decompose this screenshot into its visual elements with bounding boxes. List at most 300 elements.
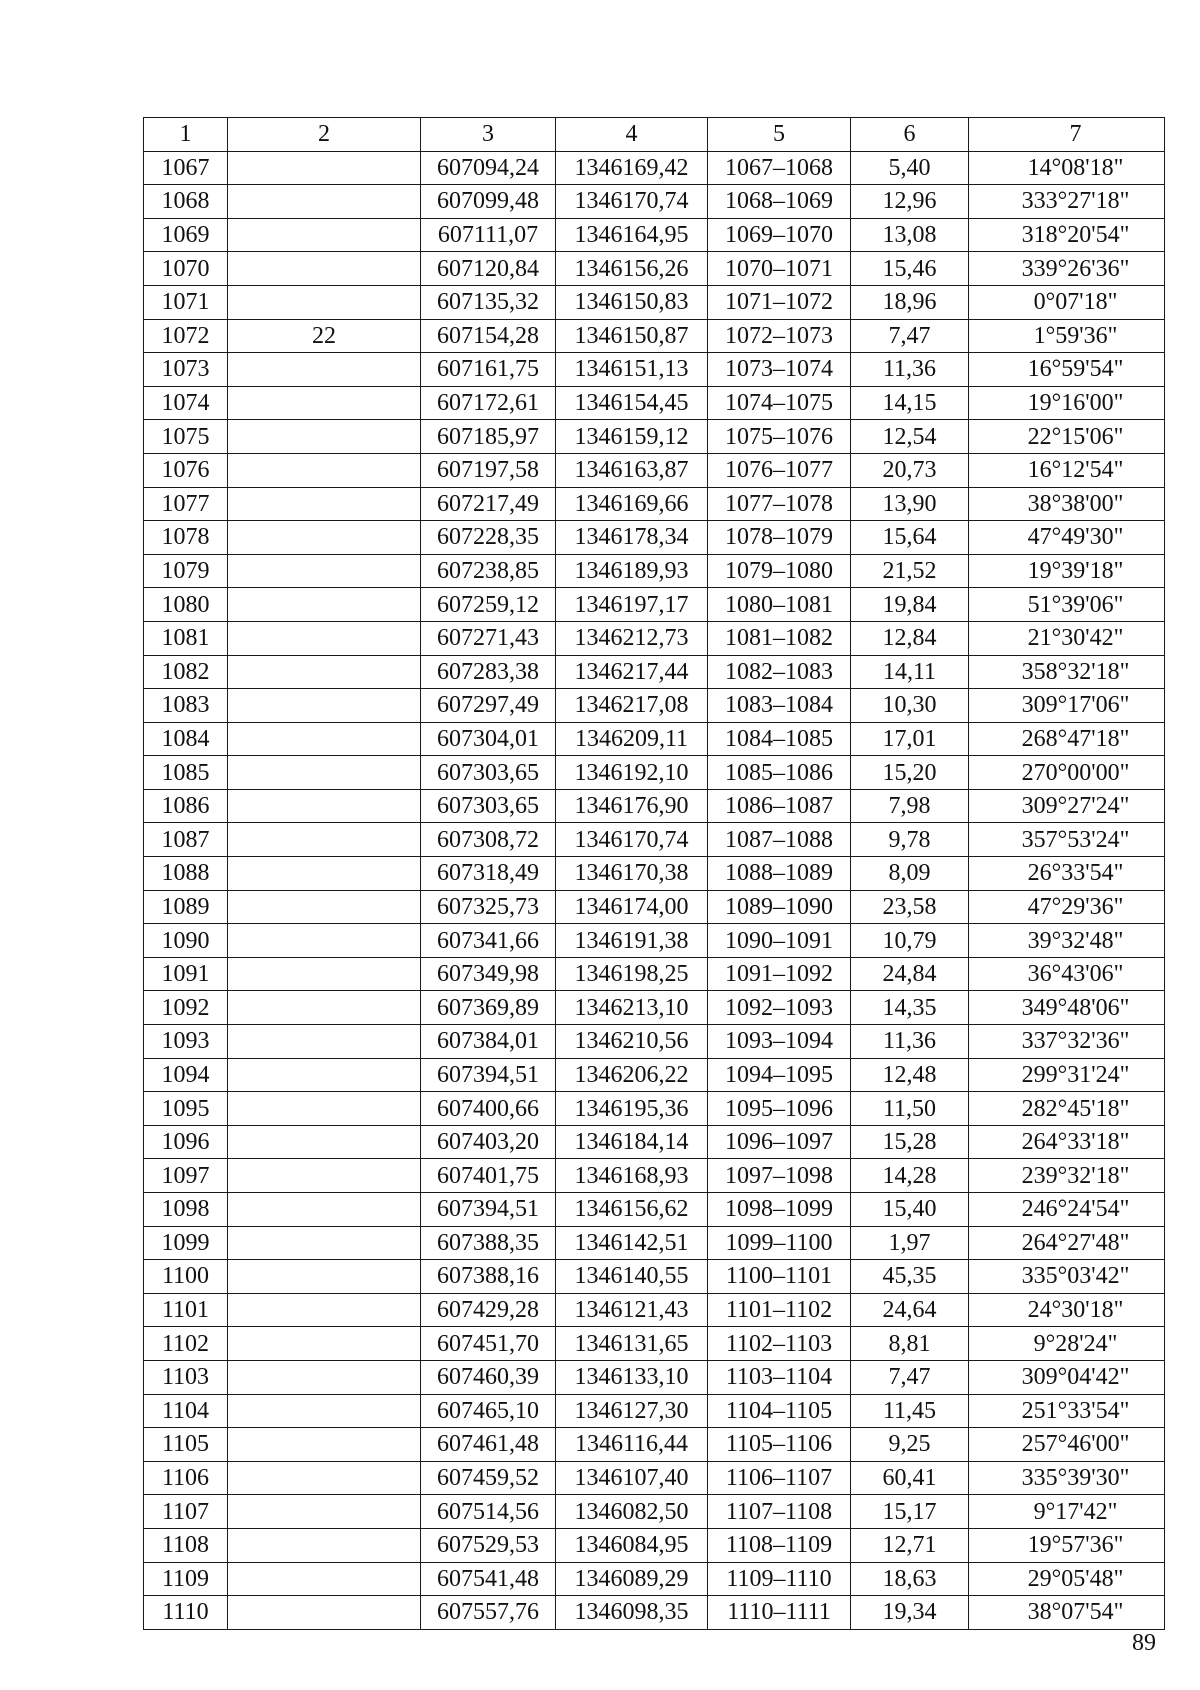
- x-coordinate-cell: 607529,53: [421, 1528, 556, 1562]
- segment-cell: 1080–1081: [708, 588, 851, 622]
- table-row: [144, 756, 1165, 790]
- segment-cell: 1072–1073: [708, 319, 851, 353]
- distance-cell: 15,20: [851, 756, 969, 790]
- y-coordinate-cell: 1346150,87: [556, 319, 708, 353]
- y-coordinate-cell: 1346197,17: [556, 588, 708, 622]
- x-coordinate-cell: 607394,51: [421, 1193, 556, 1227]
- segment-cell: 1089–1090: [708, 890, 851, 924]
- y-coordinate-cell: 1346164,95: [556, 218, 708, 252]
- bearing-cell: 357°53'24": [969, 823, 1165, 857]
- segment-label-cell: [228, 789, 421, 823]
- distance-cell: 8,09: [851, 857, 969, 891]
- x-coordinate-cell: 607460,39: [421, 1360, 556, 1394]
- x-coordinate-cell: 607135,32: [421, 285, 556, 319]
- y-coordinate-cell: 1346168,93: [556, 1159, 708, 1193]
- table-row: [144, 386, 1165, 420]
- point-number-cell: 1102: [144, 1327, 228, 1361]
- distance-cell: 14,15: [851, 386, 969, 420]
- segment-cell: 1088–1089: [708, 857, 851, 891]
- table-row: [144, 151, 1165, 185]
- segment-label-cell: [228, 1495, 421, 1529]
- bearing-cell: 318°20'54": [969, 218, 1165, 252]
- segment-cell: 1083–1084: [708, 689, 851, 723]
- bearing-cell: 9°17'42": [969, 1495, 1165, 1529]
- table-row: [144, 1596, 1165, 1630]
- x-coordinate-cell: 607304,01: [421, 722, 556, 756]
- distance-cell: 15,40: [851, 1193, 969, 1227]
- table-row: [144, 420, 1165, 454]
- column-header: 2: [228, 118, 421, 152]
- table-row: [144, 487, 1165, 521]
- point-number-cell: 1104: [144, 1394, 228, 1428]
- distance-cell: 8,81: [851, 1327, 969, 1361]
- y-coordinate-cell: 1346156,26: [556, 252, 708, 286]
- bearing-cell: 309°04'42": [969, 1360, 1165, 1394]
- x-coordinate-cell: 607111,07: [421, 218, 556, 252]
- segment-label-cell: [228, 453, 421, 487]
- bearing-cell: 333°27'18": [969, 185, 1165, 219]
- x-coordinate-cell: 607318,49: [421, 857, 556, 891]
- point-number-cell: 1090: [144, 924, 228, 958]
- x-coordinate-cell: 607161,75: [421, 353, 556, 387]
- bearing-cell: 309°17'06": [969, 689, 1165, 723]
- point-number-cell: 1083: [144, 689, 228, 723]
- table-row: [144, 554, 1165, 588]
- y-coordinate-cell: 1346210,56: [556, 1025, 708, 1059]
- table-header-row: [144, 118, 1165, 152]
- point-number-cell: 1107: [144, 1495, 228, 1529]
- bearing-cell: 36°43'06": [969, 957, 1165, 991]
- table-row: [144, 991, 1165, 1025]
- y-coordinate-cell: 1346098,35: [556, 1596, 708, 1630]
- point-number-cell: 1098: [144, 1193, 228, 1227]
- x-coordinate-cell: 607238,85: [421, 554, 556, 588]
- segment-cell: 1067–1068: [708, 151, 851, 185]
- y-coordinate-cell: 1346140,55: [556, 1260, 708, 1294]
- bearing-cell: 19°39'18": [969, 554, 1165, 588]
- x-coordinate-cell: 607557,76: [421, 1596, 556, 1630]
- distance-cell: 7,47: [851, 319, 969, 353]
- table-row: [144, 689, 1165, 723]
- point-number-cell: 1097: [144, 1159, 228, 1193]
- distance-cell: 9,25: [851, 1428, 969, 1462]
- distance-cell: 15,17: [851, 1495, 969, 1529]
- table-row: [144, 353, 1165, 387]
- segment-cell: 1108–1109: [708, 1528, 851, 1562]
- y-coordinate-cell: 1346192,10: [556, 756, 708, 790]
- y-coordinate-cell: 1346212,73: [556, 621, 708, 655]
- column-header: 3: [421, 118, 556, 152]
- point-number-cell: 1078: [144, 521, 228, 555]
- x-coordinate-cell: 607388,16: [421, 1260, 556, 1294]
- distance-cell: 24,84: [851, 957, 969, 991]
- segment-label-cell: [228, 823, 421, 857]
- x-coordinate-cell: 607308,72: [421, 823, 556, 857]
- bearing-cell: 264°27'48": [969, 1226, 1165, 1260]
- y-coordinate-cell: 1346163,87: [556, 453, 708, 487]
- point-number-cell: 1094: [144, 1058, 228, 1092]
- y-coordinate-cell: 1346184,14: [556, 1125, 708, 1159]
- x-coordinate-cell: 607459,52: [421, 1461, 556, 1495]
- segment-label-cell: [228, 1293, 421, 1327]
- y-coordinate-cell: 1346198,25: [556, 957, 708, 991]
- distance-cell: 11,36: [851, 1025, 969, 1059]
- segment-label-cell: [228, 1461, 421, 1495]
- segment-cell: 1094–1095: [708, 1058, 851, 1092]
- x-coordinate-cell: 607172,61: [421, 386, 556, 420]
- segment-cell: 1082–1083: [708, 655, 851, 689]
- point-number-cell: 1091: [144, 957, 228, 991]
- segment-cell: 1110–1111: [708, 1596, 851, 1630]
- x-coordinate-cell: 607403,20: [421, 1125, 556, 1159]
- table-row: [144, 285, 1165, 319]
- point-number-cell: 1096: [144, 1125, 228, 1159]
- bearing-cell: 38°07'54": [969, 1596, 1165, 1630]
- segment-label-cell: [228, 1058, 421, 1092]
- point-number-cell: 1086: [144, 789, 228, 823]
- point-number-cell: 1068: [144, 185, 228, 219]
- y-coordinate-cell: 1346206,22: [556, 1058, 708, 1092]
- segment-label-cell: [228, 1159, 421, 1193]
- segment-cell: 1096–1097: [708, 1125, 851, 1159]
- table-row: [144, 621, 1165, 655]
- point-number-cell: 1075: [144, 420, 228, 454]
- segment-label-cell: [228, 655, 421, 689]
- distance-cell: 12,54: [851, 420, 969, 454]
- point-number-cell: 1077: [144, 487, 228, 521]
- segment-label-cell: [228, 487, 421, 521]
- x-coordinate-cell: 607120,84: [421, 252, 556, 286]
- segment-label-cell: [228, 621, 421, 655]
- x-coordinate-cell: 607461,48: [421, 1428, 556, 1462]
- segment-cell: 1075–1076: [708, 420, 851, 454]
- bearing-cell: 335°39'30": [969, 1461, 1165, 1495]
- y-coordinate-cell: 1346174,00: [556, 890, 708, 924]
- y-coordinate-cell: 1346142,51: [556, 1226, 708, 1260]
- x-coordinate-cell: 607541,48: [421, 1562, 556, 1596]
- x-coordinate-cell: 607217,49: [421, 487, 556, 521]
- table-row: [144, 1394, 1165, 1428]
- coordinates-table: [143, 117, 1165, 1630]
- column-header: 1: [144, 118, 228, 152]
- table-row: [144, 1125, 1165, 1159]
- table-row: [144, 655, 1165, 689]
- x-coordinate-cell: 607400,66: [421, 1092, 556, 1126]
- bearing-cell: 299°31'24": [969, 1058, 1165, 1092]
- distance-cell: 20,73: [851, 453, 969, 487]
- x-coordinate-cell: 607388,35: [421, 1226, 556, 1260]
- distance-cell: 13,90: [851, 487, 969, 521]
- bearing-cell: 47°49'30": [969, 521, 1165, 555]
- distance-cell: 15,28: [851, 1125, 969, 1159]
- point-number-cell: 1087: [144, 823, 228, 857]
- table-row: [144, 1495, 1165, 1529]
- table-row: [144, 588, 1165, 622]
- point-number-cell: 1076: [144, 453, 228, 487]
- y-coordinate-cell: 1346170,74: [556, 185, 708, 219]
- table-row: [144, 1293, 1165, 1327]
- point-number-cell: 1103: [144, 1360, 228, 1394]
- column-header: 4: [556, 118, 708, 152]
- table-row: [144, 1058, 1165, 1092]
- distance-cell: 60,41: [851, 1461, 969, 1495]
- x-coordinate-cell: 607325,73: [421, 890, 556, 924]
- y-coordinate-cell: 1346213,10: [556, 991, 708, 1025]
- segment-cell: 1107–1108: [708, 1495, 851, 1529]
- point-number-cell: 1084: [144, 722, 228, 756]
- table-row: [144, 957, 1165, 991]
- segment-label-cell: [228, 521, 421, 555]
- y-coordinate-cell: 1346170,38: [556, 857, 708, 891]
- table-row: [144, 789, 1165, 823]
- y-coordinate-cell: 1346170,74: [556, 823, 708, 857]
- segment-cell: 1068–1069: [708, 185, 851, 219]
- segment-label-cell: 22: [228, 319, 421, 353]
- y-coordinate-cell: 1346169,66: [556, 487, 708, 521]
- bearing-cell: 268°47'18": [969, 722, 1165, 756]
- distance-cell: 13,08: [851, 218, 969, 252]
- bearing-cell: 270°00'00": [969, 756, 1165, 790]
- point-number-cell: 1089: [144, 890, 228, 924]
- y-coordinate-cell: 1346195,36: [556, 1092, 708, 1126]
- x-coordinate-cell: 607154,28: [421, 319, 556, 353]
- table-row: [144, 1226, 1165, 1260]
- bearing-cell: 309°27'24": [969, 789, 1165, 823]
- table-row: [144, 890, 1165, 924]
- x-coordinate-cell: 607429,28: [421, 1293, 556, 1327]
- table-row: [144, 1461, 1165, 1495]
- bearing-cell: 246°24'54": [969, 1193, 1165, 1227]
- table-row: [144, 1092, 1165, 1126]
- y-coordinate-cell: 1346131,65: [556, 1327, 708, 1361]
- column-header: 5: [708, 118, 851, 152]
- distance-cell: 14,28: [851, 1159, 969, 1193]
- x-coordinate-cell: 607303,65: [421, 756, 556, 790]
- point-number-cell: 1067: [144, 151, 228, 185]
- table-row: [144, 1025, 1165, 1059]
- bearing-cell: 19°57'36": [969, 1528, 1165, 1562]
- segment-cell: 1100–1101: [708, 1260, 851, 1294]
- segment-cell: 1101–1102: [708, 1293, 851, 1327]
- table-row: [144, 924, 1165, 958]
- segment-cell: 1078–1079: [708, 521, 851, 555]
- distance-cell: 11,45: [851, 1394, 969, 1428]
- distance-cell: 12,84: [851, 621, 969, 655]
- x-coordinate-cell: 607401,75: [421, 1159, 556, 1193]
- bearing-cell: 349°48'06": [969, 991, 1165, 1025]
- distance-cell: 14,35: [851, 991, 969, 1025]
- bearing-cell: 1°59'36": [969, 319, 1165, 353]
- point-number-cell: 1069: [144, 218, 228, 252]
- segment-cell: 1095–1096: [708, 1092, 851, 1126]
- segment-label-cell: [228, 991, 421, 1025]
- table-row: [144, 453, 1165, 487]
- distance-cell: 12,96: [851, 185, 969, 219]
- segment-cell: 1074–1075: [708, 386, 851, 420]
- point-number-cell: 1079: [144, 554, 228, 588]
- y-coordinate-cell: 1346154,45: [556, 386, 708, 420]
- point-number-cell: 1082: [144, 655, 228, 689]
- point-number-cell: 1088: [144, 857, 228, 891]
- x-coordinate-cell: 607271,43: [421, 621, 556, 655]
- segment-label-cell: [228, 924, 421, 958]
- x-coordinate-cell: 607394,51: [421, 1058, 556, 1092]
- table-row: [144, 1562, 1165, 1596]
- distance-cell: 1,97: [851, 1226, 969, 1260]
- segment-label-cell: [228, 689, 421, 723]
- point-number-cell: 1074: [144, 386, 228, 420]
- segment-label-cell: [228, 1360, 421, 1394]
- coordinates-table-body: [144, 118, 1165, 1630]
- point-number-cell: 1109: [144, 1562, 228, 1596]
- distance-cell: 21,52: [851, 554, 969, 588]
- y-coordinate-cell: 1346217,44: [556, 655, 708, 689]
- point-number-cell: 1072: [144, 319, 228, 353]
- x-coordinate-cell: 607197,58: [421, 453, 556, 487]
- segment-cell: 1071–1072: [708, 285, 851, 319]
- bearing-cell: 358°32'18": [969, 655, 1165, 689]
- distance-cell: 45,35: [851, 1260, 969, 1294]
- segment-cell: 1091–1092: [708, 957, 851, 991]
- segment-label-cell: [228, 857, 421, 891]
- point-number-cell: 1095: [144, 1092, 228, 1126]
- y-coordinate-cell: 1346217,08: [556, 689, 708, 723]
- point-number-cell: 1105: [144, 1428, 228, 1462]
- point-number-cell: 1080: [144, 588, 228, 622]
- distance-cell: 11,36: [851, 353, 969, 387]
- distance-cell: 9,78: [851, 823, 969, 857]
- segment-cell: 1109–1110: [708, 1562, 851, 1596]
- x-coordinate-cell: 607465,10: [421, 1394, 556, 1428]
- point-number-cell: 1108: [144, 1528, 228, 1562]
- x-coordinate-cell: 607369,89: [421, 991, 556, 1025]
- segment-cell: 1069–1070: [708, 218, 851, 252]
- table-row: [144, 319, 1165, 353]
- segment-label-cell: [228, 185, 421, 219]
- distance-cell: 15,46: [851, 252, 969, 286]
- bearing-cell: 38°38'00": [969, 487, 1165, 521]
- x-coordinate-cell: 607228,35: [421, 521, 556, 555]
- y-coordinate-cell: 1346156,62: [556, 1193, 708, 1227]
- table-row: [144, 1428, 1165, 1462]
- point-number-cell: 1092: [144, 991, 228, 1025]
- segment-label-cell: [228, 756, 421, 790]
- segment-cell: 1092–1093: [708, 991, 851, 1025]
- segment-cell: 1085–1086: [708, 756, 851, 790]
- segment-cell: 1070–1071: [708, 252, 851, 286]
- y-coordinate-cell: 1346150,83: [556, 285, 708, 319]
- segment-cell: 1097–1098: [708, 1159, 851, 1193]
- distance-cell: 10,30: [851, 689, 969, 723]
- distance-cell: 17,01: [851, 722, 969, 756]
- bearing-cell: 9°28'24": [969, 1327, 1165, 1361]
- point-number-cell: 1073: [144, 353, 228, 387]
- bearing-cell: 16°59'54": [969, 353, 1165, 387]
- distance-cell: 23,58: [851, 890, 969, 924]
- bearing-cell: 51°39'06": [969, 588, 1165, 622]
- page-number: 89: [1132, 1630, 1156, 1656]
- point-number-cell: 1070: [144, 252, 228, 286]
- segment-label-cell: [228, 1394, 421, 1428]
- y-coordinate-cell: 1346209,11: [556, 722, 708, 756]
- segment-label-cell: [228, 722, 421, 756]
- segment-cell: 1076–1077: [708, 453, 851, 487]
- table-row: [144, 1159, 1165, 1193]
- segment-label-cell: [228, 353, 421, 387]
- segment-label-cell: [228, 1528, 421, 1562]
- x-coordinate-cell: 607283,38: [421, 655, 556, 689]
- bearing-cell: 282°45'18": [969, 1092, 1165, 1126]
- x-coordinate-cell: 607185,97: [421, 420, 556, 454]
- bearing-cell: 39°32'48": [969, 924, 1165, 958]
- segment-label-cell: [228, 420, 421, 454]
- segment-cell: 1105–1106: [708, 1428, 851, 1462]
- point-number-cell: 1093: [144, 1025, 228, 1059]
- point-number-cell: 1085: [144, 756, 228, 790]
- segment-label-cell: [228, 957, 421, 991]
- segment-label-cell: [228, 151, 421, 185]
- y-coordinate-cell: 1346082,50: [556, 1495, 708, 1529]
- x-coordinate-cell: 607297,49: [421, 689, 556, 723]
- segment-cell: 1087–1088: [708, 823, 851, 857]
- bearing-cell: 16°12'54": [969, 453, 1165, 487]
- segment-cell: 1077–1078: [708, 487, 851, 521]
- bearing-cell: 19°16'00": [969, 386, 1165, 420]
- distance-cell: 18,96: [851, 285, 969, 319]
- segment-cell: 1081–1082: [708, 621, 851, 655]
- distance-cell: 19,84: [851, 588, 969, 622]
- table-row: [144, 185, 1165, 219]
- segment-label-cell: [228, 1562, 421, 1596]
- y-coordinate-cell: 1346089,29: [556, 1562, 708, 1596]
- segment-cell: 1102–1103: [708, 1327, 851, 1361]
- point-number-cell: 1099: [144, 1226, 228, 1260]
- segment-label-cell: [228, 218, 421, 252]
- bearing-cell: 26°33'54": [969, 857, 1165, 891]
- y-coordinate-cell: 1346159,12: [556, 420, 708, 454]
- segment-cell: 1098–1099: [708, 1193, 851, 1227]
- y-coordinate-cell: 1346191,38: [556, 924, 708, 958]
- segment-cell: 1103–1104: [708, 1360, 851, 1394]
- segment-label-cell: [228, 285, 421, 319]
- distance-cell: 7,47: [851, 1360, 969, 1394]
- bearing-cell: 14°08'18": [969, 151, 1165, 185]
- point-number-cell: 1071: [144, 285, 228, 319]
- point-number-cell: 1100: [144, 1260, 228, 1294]
- bearing-cell: 251°33'54": [969, 1394, 1165, 1428]
- bearing-cell: 47°29'36": [969, 890, 1165, 924]
- y-coordinate-cell: 1346084,95: [556, 1528, 708, 1562]
- point-number-cell: 1110: [144, 1596, 228, 1630]
- x-coordinate-cell: 607259,12: [421, 588, 556, 622]
- table-row: [144, 1360, 1165, 1394]
- table-row: [144, 218, 1165, 252]
- segment-label-cell: [228, 1125, 421, 1159]
- bearing-cell: 264°33'18": [969, 1125, 1165, 1159]
- x-coordinate-cell: 607094,24: [421, 151, 556, 185]
- segment-label-cell: [228, 588, 421, 622]
- y-coordinate-cell: 1346116,44: [556, 1428, 708, 1462]
- y-coordinate-cell: 1346127,30: [556, 1394, 708, 1428]
- y-coordinate-cell: 1346107,40: [556, 1461, 708, 1495]
- y-coordinate-cell: 1346176,90: [556, 789, 708, 823]
- bearing-cell: 21°30'42": [969, 621, 1165, 655]
- y-coordinate-cell: 1346169,42: [556, 151, 708, 185]
- x-coordinate-cell: 607514,56: [421, 1495, 556, 1529]
- point-number-cell: 1106: [144, 1461, 228, 1495]
- distance-cell: 5,40: [851, 151, 969, 185]
- segment-label-cell: [228, 1025, 421, 1059]
